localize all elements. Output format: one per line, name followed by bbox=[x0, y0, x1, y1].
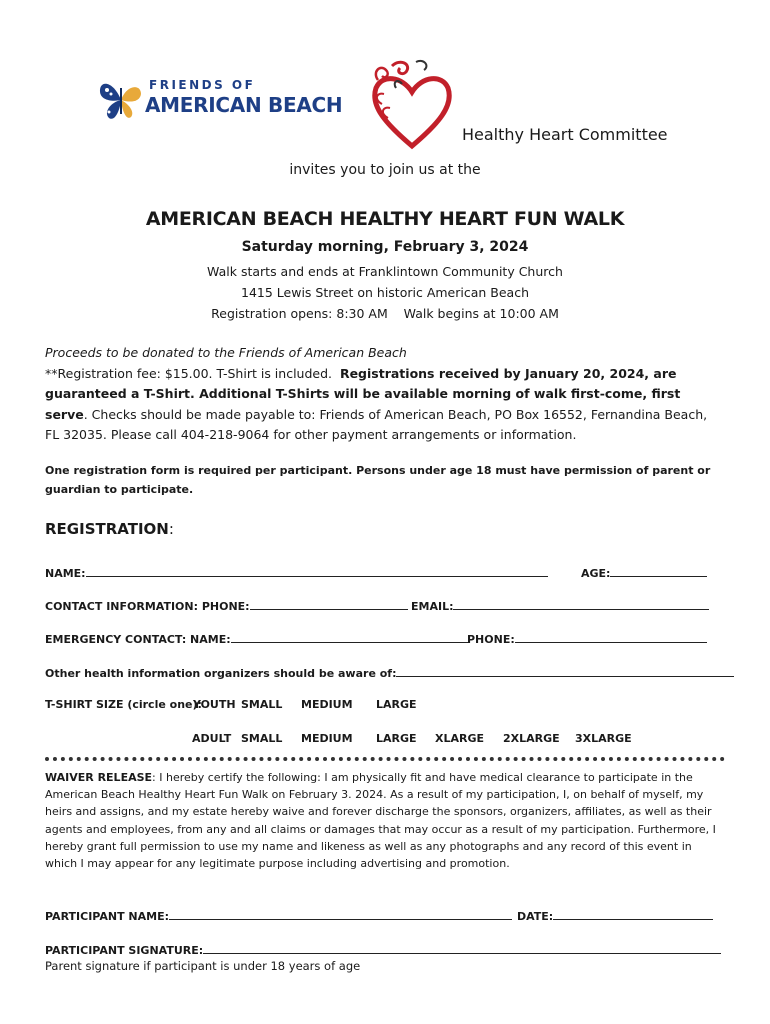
youth-size-large[interactable]: LARGE bbox=[376, 698, 417, 711]
health-info-field[interactable] bbox=[45, 664, 734, 680]
fee-text: **Registration fee: $15.00. T-Shirt is included. bbox=[45, 365, 332, 381]
age-input-line[interactable] bbox=[610, 564, 707, 577]
info-paragraph bbox=[45, 343, 725, 446]
friends-of-american-beach-logo bbox=[97, 74, 343, 130]
name-input-line[interactable] bbox=[86, 564, 548, 577]
signature-field[interactable] bbox=[45, 941, 721, 957]
event-date: Saturday morning, February 3, 2024 bbox=[241, 239, 529, 255]
emergency-name-input-line[interactable] bbox=[231, 630, 469, 643]
email-label: EMAIL: bbox=[411, 600, 454, 613]
date-input-line[interactable] bbox=[553, 907, 713, 920]
health-info-input-line[interactable] bbox=[396, 664, 734, 677]
emergency-name-label: EMERGENCY CONTACT: NAME: bbox=[45, 633, 231, 646]
butterfly-icon bbox=[97, 78, 145, 124]
phone-input-line[interactable] bbox=[250, 597, 408, 610]
registration-heading: REGISTRATION: bbox=[45, 520, 174, 538]
signature-label: PARTICIPANT SIGNATURE: bbox=[45, 944, 204, 957]
youth-label: YOUTH bbox=[193, 698, 236, 711]
participant-name-label: PARTICIPANT NAME: bbox=[45, 910, 169, 923]
youth-size-medium[interactable]: MEDIUM bbox=[301, 698, 353, 711]
emergency-phone-label: PHONE: bbox=[467, 633, 515, 646]
adult-size-large[interactable]: LARGE bbox=[376, 732, 417, 745]
walk-begins: Walk begins at 10:00 AM bbox=[403, 306, 559, 321]
section-divider bbox=[45, 757, 725, 761]
email-field[interactable] bbox=[411, 597, 709, 613]
waiver-label: WAIVER RELEASE bbox=[45, 771, 153, 784]
adult-size-medium[interactable]: MEDIUM bbox=[301, 732, 353, 745]
date-field[interactable] bbox=[517, 907, 713, 923]
tshirt-size-label: T-SHIRT SIZE (circle one): bbox=[45, 698, 202, 711]
waiver-text: : I hereby certify the following: I am physically fit and have medical clearance to participate in the American Beach Healthy Heart Fun Walk on February 3. 2024. As a result of my participation, I, on behalf of myself, my heirs and assigns, and my estate hereby waive and forever discharge the sponsors, organizers, affiliates, as well as their agents and employees, from any and all claims or damages that may occur as a result of my participation. Furthermore, I hereby grant full permission to use my name and likeness as well as any photographs and any record of this event in which I may appear for any legitimate purpose including advertising and promotion. bbox=[45, 771, 716, 871]
invite-line: invites you to join us at the bbox=[289, 162, 481, 178]
health-info-label: Other health information organizers should be aware of: bbox=[45, 667, 397, 680]
emergency-phone-input-line[interactable] bbox=[515, 630, 707, 643]
name-label: NAME: bbox=[45, 567, 86, 580]
email-input-line[interactable] bbox=[453, 597, 709, 610]
tshirt-guarantee: Registrations received by January 20, 2024, are guaranteed a T-Shirt. Additional T-Shirts will be available morning of walk first-come, first serve bbox=[45, 365, 681, 422]
adult-size-3xlarge[interactable]: 3XLARGE bbox=[575, 732, 632, 745]
name-field[interactable] bbox=[45, 564, 548, 580]
participant-name-field[interactable] bbox=[45, 907, 512, 923]
logo-main-text: AMERICAN BEACH bbox=[145, 93, 343, 117]
phone-label: CONTACT INFORMATION: PHONE: bbox=[45, 600, 250, 613]
location-line-2: 1415 Lewis Street on historic American Beach bbox=[241, 285, 529, 300]
committee-name: Healthy Heart Committee bbox=[462, 125, 668, 144]
participant-requirement: One registration form is required per participant. Persons under age 18 must have permission of parent or guardian to participate. bbox=[45, 464, 711, 496]
emergency-phone-field[interactable] bbox=[467, 630, 707, 646]
age-label: AGE: bbox=[581, 567, 611, 580]
event-title: AMERICAN BEACH HEALTHY HEART FUN WALK bbox=[145, 208, 625, 230]
registration-opens: Registration opens: 8:30 AM bbox=[211, 306, 388, 321]
proceeds-note: Proceeds to be donated to the Friends of American Beach bbox=[45, 345, 407, 360]
youth-size-small[interactable]: SMALL bbox=[241, 698, 283, 711]
adult-label: ADULT bbox=[192, 732, 232, 745]
adult-size-2xlarge[interactable]: 2XLARGE bbox=[503, 732, 560, 745]
signature-input-line[interactable] bbox=[203, 941, 721, 954]
emergency-name-field[interactable] bbox=[45, 630, 469, 646]
date-label: DATE: bbox=[517, 910, 554, 923]
heart-swirl-icon bbox=[366, 54, 458, 152]
participant-name-input-line[interactable] bbox=[169, 907, 512, 920]
logo-top-text: FRIENDS OF bbox=[149, 78, 256, 92]
schedule-line bbox=[0, 306, 770, 321]
adult-size-xlarge[interactable]: XLARGE bbox=[435, 732, 485, 745]
location-line-1: Walk starts and ends at Franklintown Community Church bbox=[207, 264, 563, 279]
adult-size-small[interactable]: SMALL bbox=[241, 732, 283, 745]
parent-signature-note: Parent signature if participant is under 18 years of age bbox=[45, 959, 361, 973]
waiver-release bbox=[45, 769, 725, 872]
fee-details bbox=[45, 364, 725, 446]
payment-info: . Checks should be made payable to: Friends of American Beach, PO Box 16552, Fernandina Beach, FL 32035. Please call 404-218-9064 for other payment arrangements or information. bbox=[45, 406, 708, 442]
age-field[interactable] bbox=[581, 564, 707, 580]
phone-field[interactable] bbox=[45, 597, 408, 613]
